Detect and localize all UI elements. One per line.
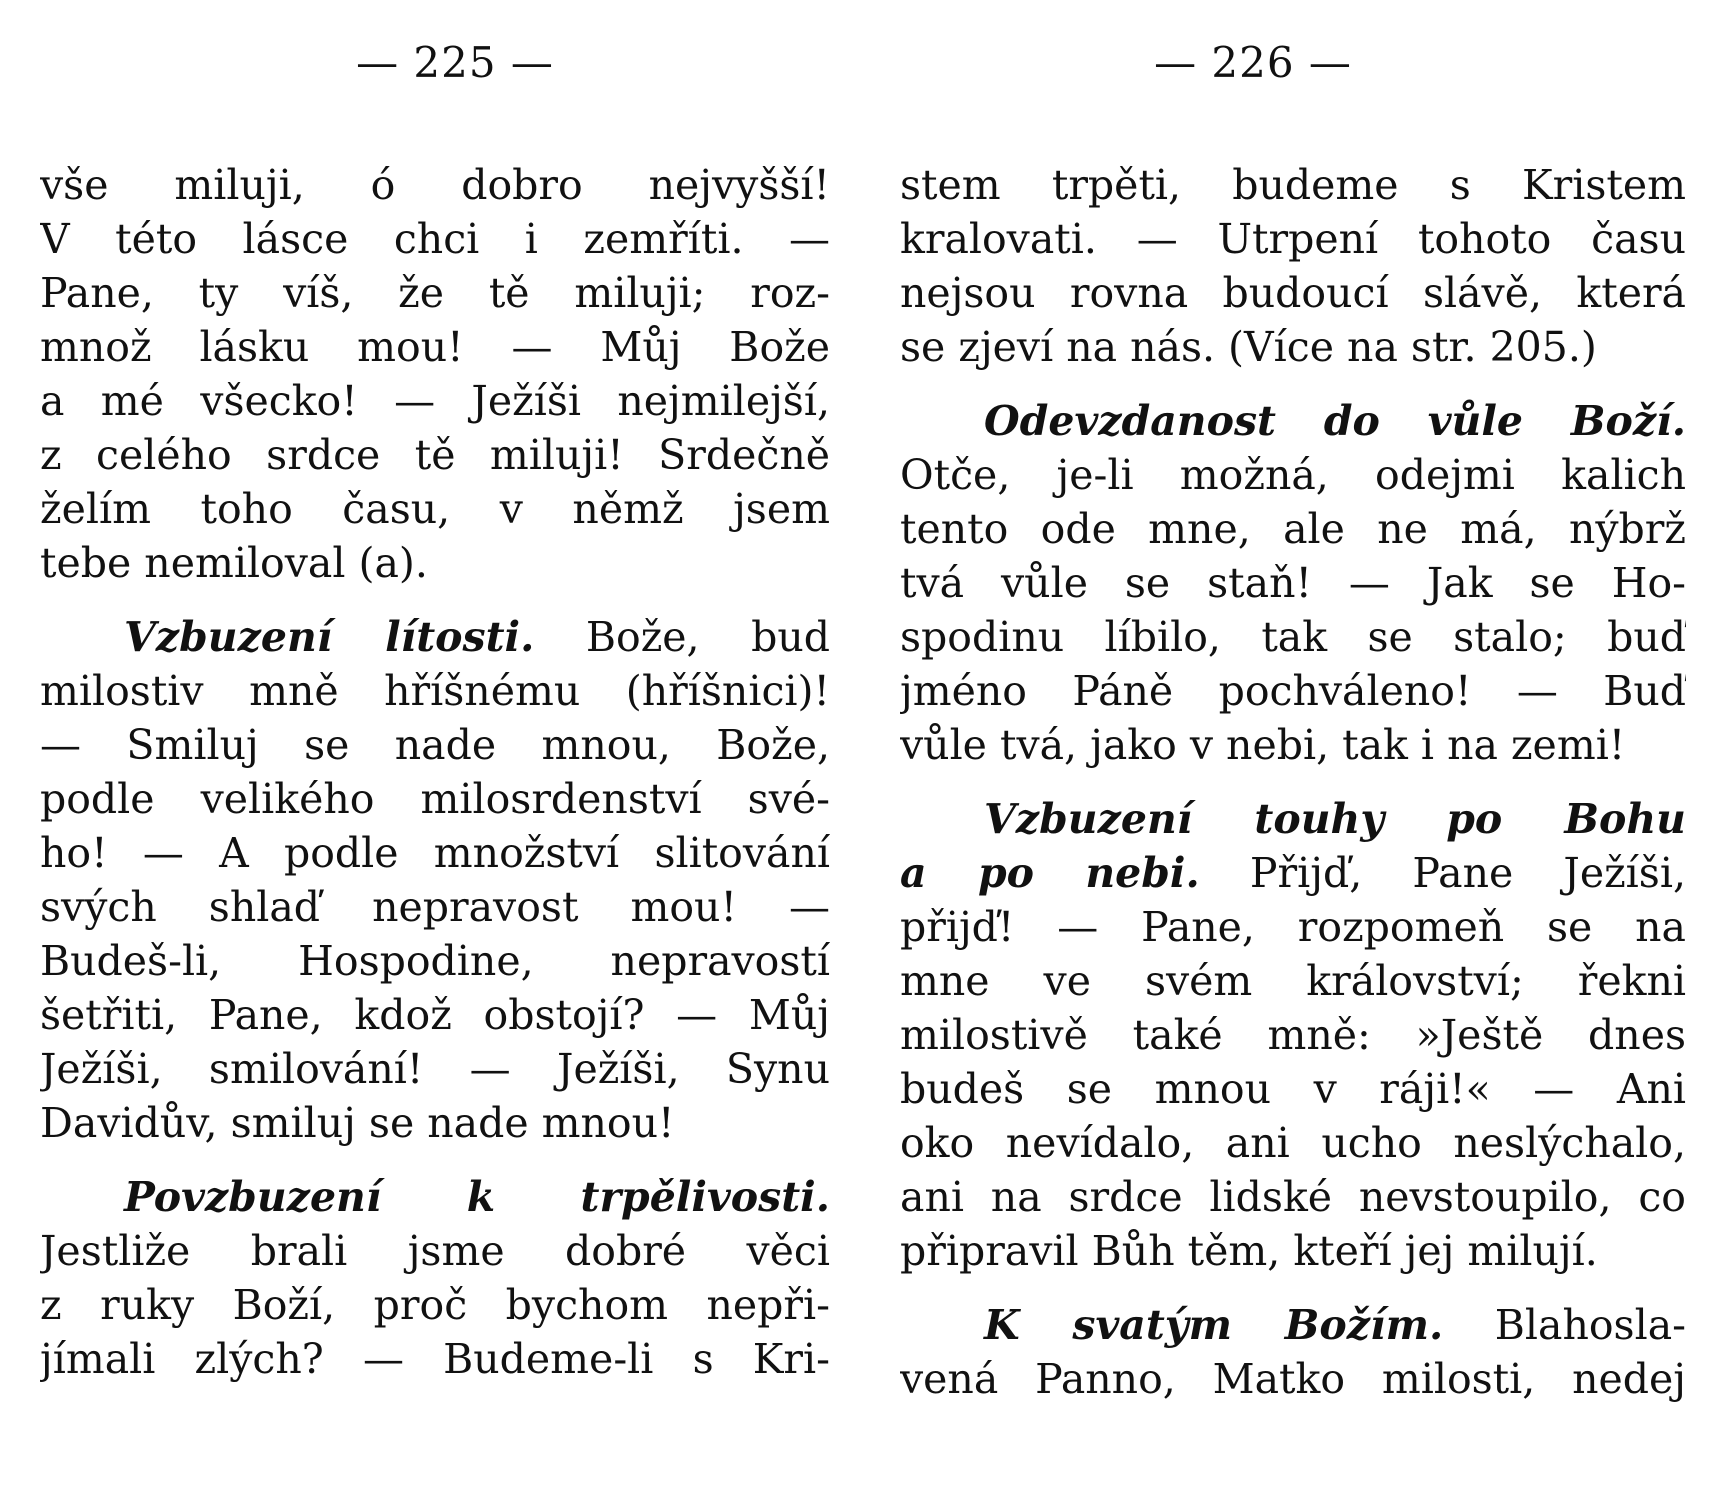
text-line: tvá vůle se staň! — Jak se Ho- xyxy=(900,559,1686,607)
text-line: množ lásku mou! — Můj Bože xyxy=(40,323,830,371)
section-heading: Vzbuzení lítosti. xyxy=(124,613,535,661)
text-line: milostivě také mně: »Ještě dnes xyxy=(900,1011,1686,1059)
text-line: vená Panno, Matko milosti, nedej xyxy=(900,1355,1686,1403)
page-number: — 226 — xyxy=(1154,38,1352,87)
text-body xyxy=(40,158,830,1386)
text-line: mne ve svém království; řekni xyxy=(900,957,1686,1005)
section-heading: Povzbuzení k trpělivosti. xyxy=(124,1173,830,1221)
text-line: vše miluji, ó dobro nejvyšší! xyxy=(40,161,830,209)
text-line: oko nevídalo, ani ucho neslýchalo, xyxy=(900,1119,1686,1167)
section-first-line xyxy=(40,1170,830,1224)
text-line: šetřiti, Pane, kdož obstojí? — Můj xyxy=(40,991,830,1039)
text-line: spodinu líbilo, tak se stalo; buď xyxy=(900,613,1686,661)
section-first-line xyxy=(40,610,830,664)
text-line: z celého srdce tě miluji! Srdečně xyxy=(40,431,830,479)
text-line: želím toho času, v němž jsem xyxy=(40,485,830,533)
text-line: Pane, ty víš, že tě miluji; roz- xyxy=(40,269,830,317)
text-run: Přijď, Pane Ježíši, xyxy=(1199,849,1686,897)
text-line: jméno Páně pochváleno! — Buď xyxy=(900,667,1686,715)
text-line: nejsou rovna budoucí slávě, která xyxy=(900,269,1686,317)
text-line: podle velikého milosrdenství své- xyxy=(40,775,830,823)
text-line: tento ode mne, ale ne má, nýbrž xyxy=(900,505,1686,553)
section-heading: Vzbuzení touhy po Bohu xyxy=(984,795,1686,843)
text-line: svých shlaď nepravost mou! — xyxy=(40,883,830,931)
text-run: Blahosla- xyxy=(1443,1301,1686,1349)
page-left xyxy=(40,0,830,1500)
text-line: Davidův, smiluj se nade mnou! xyxy=(40,1099,675,1147)
section-first-line xyxy=(900,1298,1686,1352)
text-body xyxy=(900,158,1686,1406)
section-first-line xyxy=(900,394,1686,448)
text-line: — Smiluj se nade mnou, Bože, xyxy=(40,721,830,769)
text-line: připravil Bůh těm, kteří jej milují. xyxy=(900,1227,1598,1275)
section-heading: Odevzdanost do vůle Boží. xyxy=(984,397,1686,445)
section-heading: K svatým Božím. xyxy=(984,1301,1444,1349)
text-line: ho! — A podle množství slitování xyxy=(40,829,830,877)
section-heading: a po nebi. xyxy=(900,849,1200,897)
text-line: milostiv mně hříšnému (hříšnici)! xyxy=(40,667,830,715)
text-line: V této lásce chci i zemříti. — xyxy=(40,215,830,263)
text-line: jímali zlých? — Budeme-li s Kri- xyxy=(40,1335,830,1383)
text-line xyxy=(900,846,1686,900)
page-right xyxy=(900,0,1686,1500)
text-line: tebe nemiloval (a). xyxy=(40,539,428,587)
text-line: a mé všecko! — Ježíši nejmilejší, xyxy=(40,377,830,425)
text-line: přijď! — Pane, rozpomeň se na xyxy=(900,903,1686,951)
text-line: Budeš-li, Hospodine, nepravostí xyxy=(40,937,830,985)
section-first-line xyxy=(900,792,1686,846)
page-number: — 225 — xyxy=(356,38,554,87)
text-run: Bože, bud xyxy=(534,613,830,661)
text-line: stem trpěti, budeme s Kristem xyxy=(900,161,1686,209)
text-line: z ruky Boží, proč bychom nepři- xyxy=(40,1281,830,1329)
text-line: Jestliže brali jsme dobré věci xyxy=(40,1227,830,1275)
text-line: vůle tvá, jako v nebi, tak i na zemi! xyxy=(900,721,1626,769)
text-line: Otče, je-li možná, odejmi kalich xyxy=(900,451,1686,499)
text-line: se zjeví na nás. (Více na str. 205.) xyxy=(900,323,1597,371)
text-line: kralovati. — Utrpení tohoto času xyxy=(900,215,1686,263)
text-line: budeš se mnou v ráji!« — Ani xyxy=(900,1065,1686,1113)
text-line: ani na srdce lidské nevstoupilo, co xyxy=(900,1173,1686,1221)
text-line: Ježíši, smilování! — Ježíši, Synu xyxy=(40,1045,830,1093)
